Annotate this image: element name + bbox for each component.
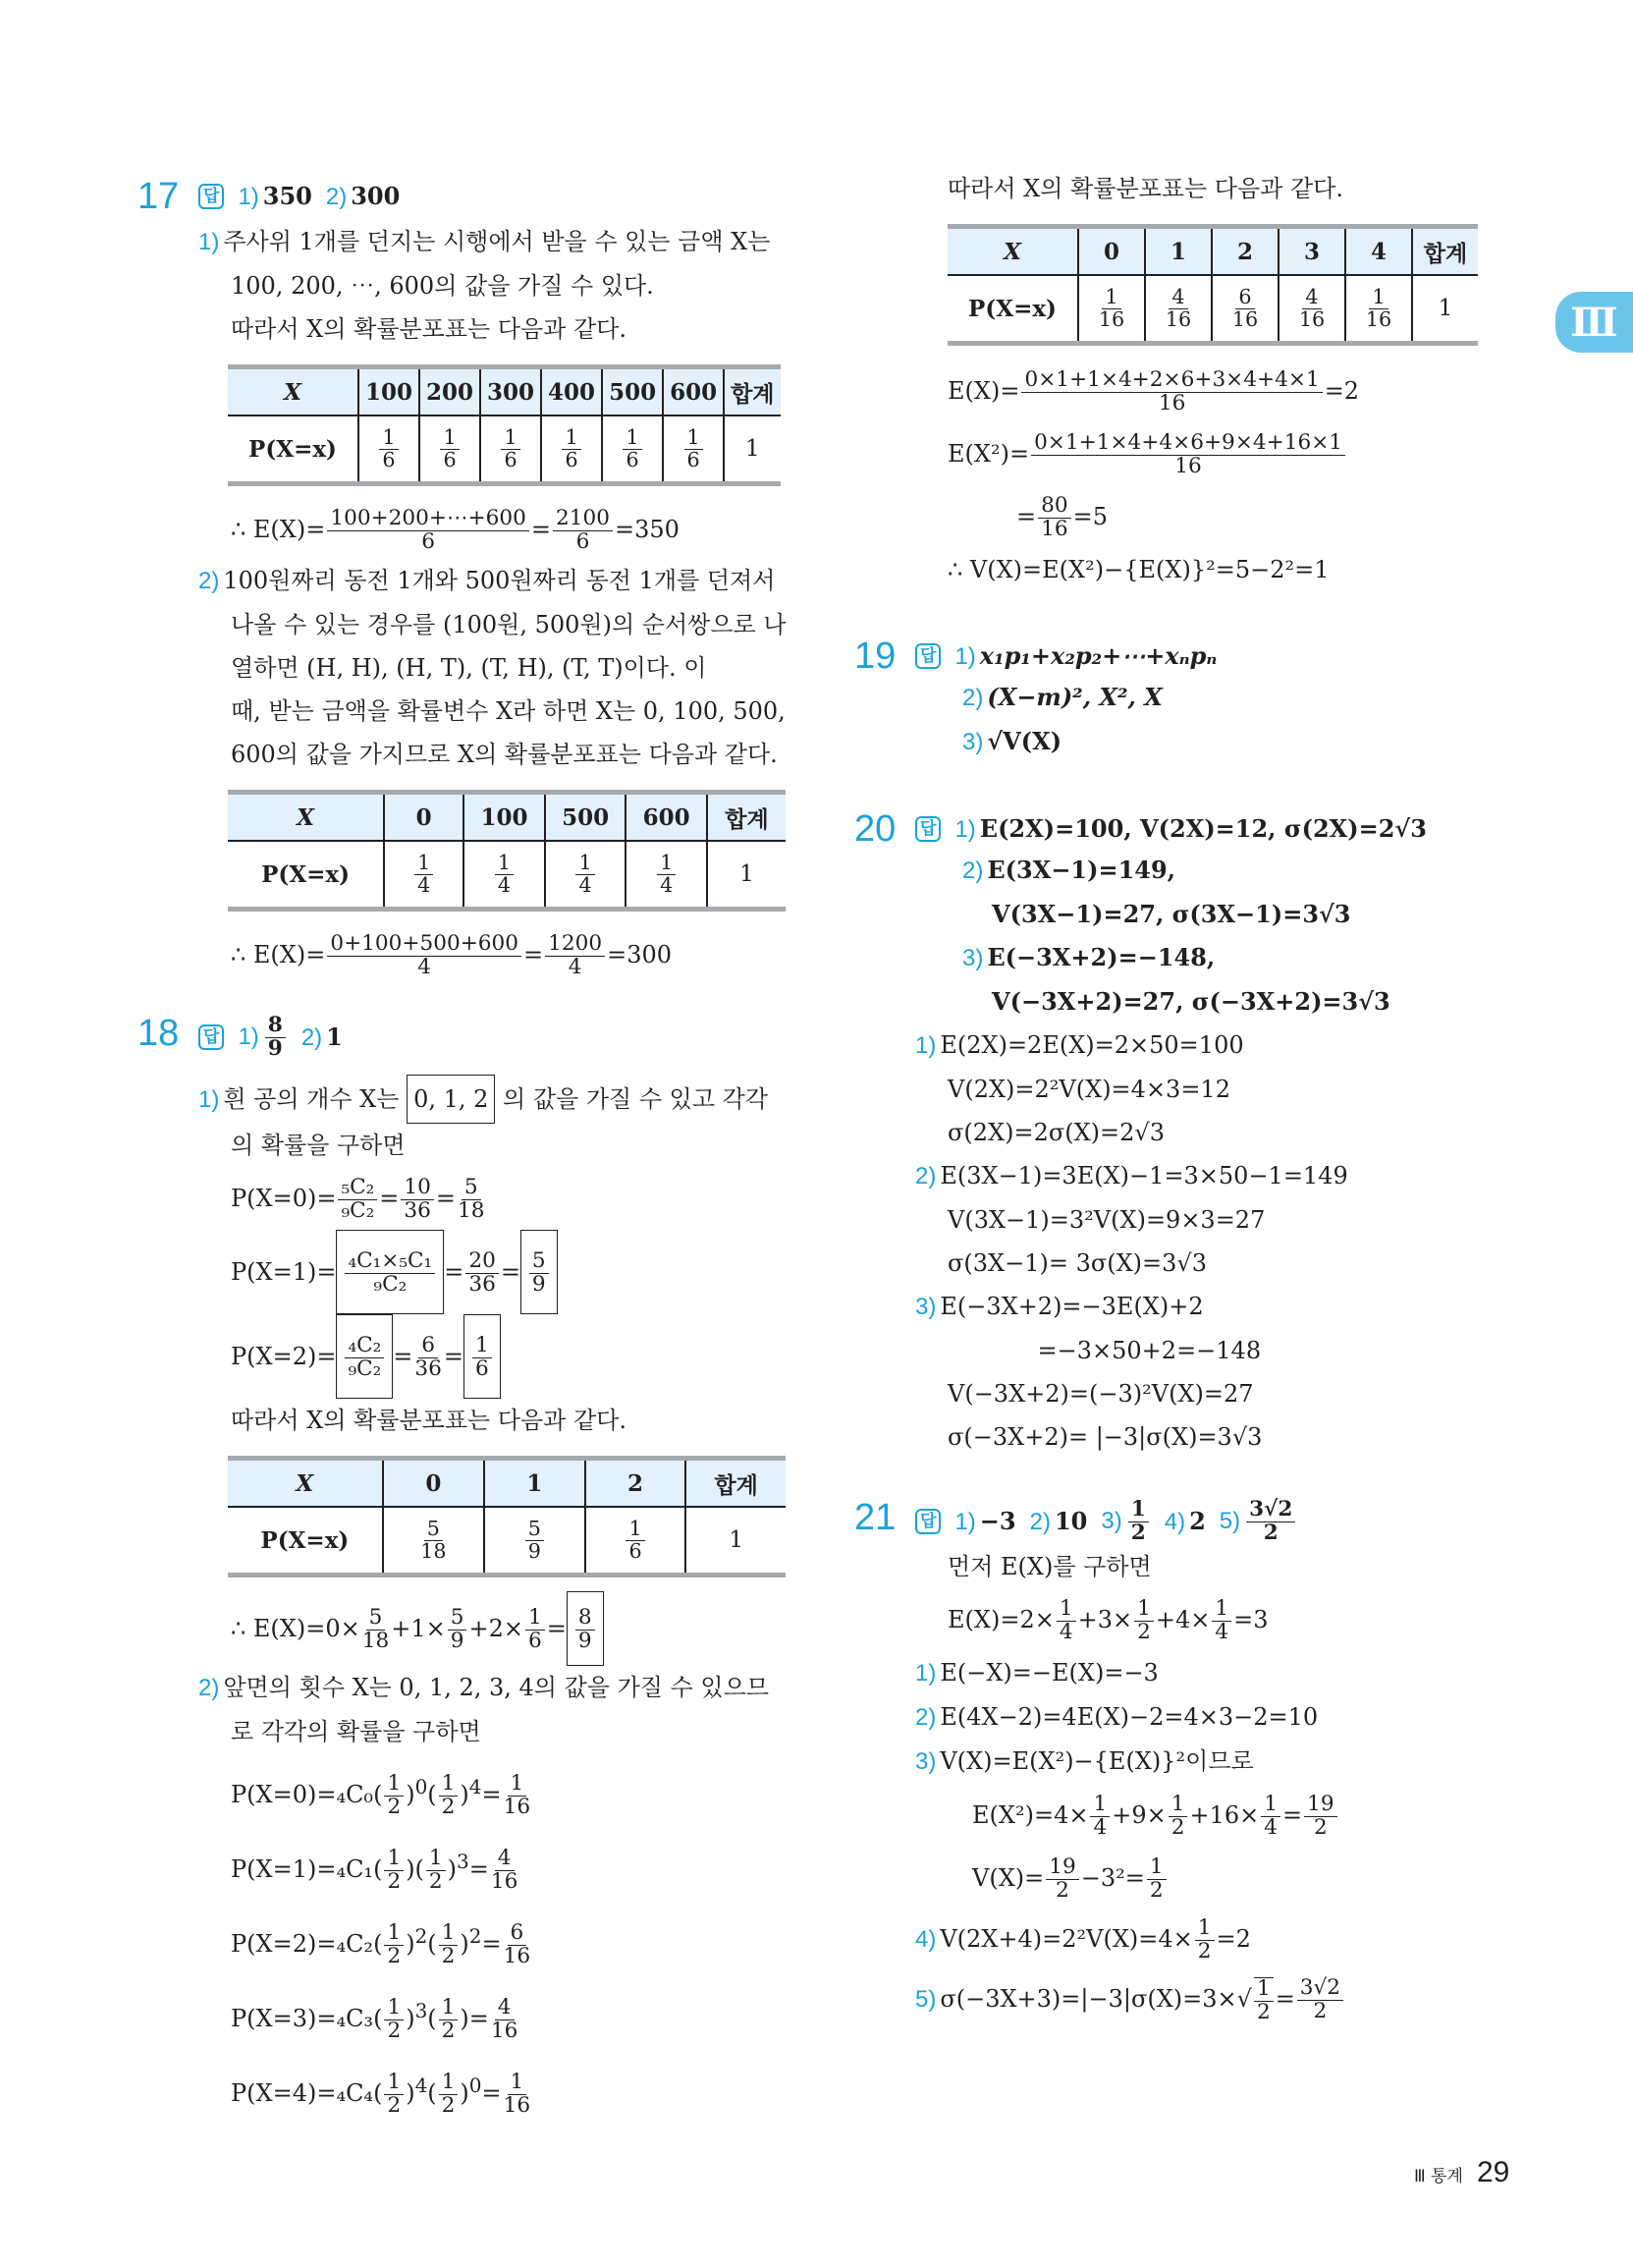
equation: ∴ E(X)= $\frac{0+100+500+600}{4}$ = $\frac{1200}{4}$ =300 xyxy=(231,931,673,979)
table-cell: $\frac{1}{6}$ xyxy=(663,415,724,484)
answer-line: 2) E(3X−1)=149, xyxy=(962,856,1176,884)
table-header: 200 xyxy=(419,367,480,416)
table-cell: $\frac{1}{4}$ xyxy=(545,841,626,910)
solution-line: σ(3X−1)= 3σ(X)=3√3 xyxy=(948,1249,1207,1277)
answer-line xyxy=(198,177,786,216)
problem-number: 17 xyxy=(137,176,180,217)
solution-line: 2) E(4X−2)=4E(X)−2=4×3−2=10 xyxy=(915,1703,1319,1731)
table-cell: $\frac{1}{6}$ xyxy=(541,415,602,484)
table-header: 합계 xyxy=(685,1459,786,1508)
table-cell: $\frac{1}{4}$ xyxy=(626,841,707,910)
table-cell: $\frac{1}{6}$ xyxy=(419,415,480,484)
problem-21 xyxy=(854,1498,1502,2029)
text-line: 먼저 E(X)를 구하면 xyxy=(948,1553,1152,1580)
table-header: 0 xyxy=(1078,227,1145,276)
table-header: X xyxy=(948,227,1078,276)
table-header: 100 xyxy=(358,367,419,416)
solution-line: V(3X−1)=3²V(X)=9×3=27 xyxy=(948,1206,1266,1234)
table-cell: $\frac{1}{16}$ xyxy=(1078,275,1145,344)
solution-line: 2) E(3X−1)=3E(X)−1=3×50−1=149 xyxy=(915,1162,1348,1189)
table-header: 400 xyxy=(541,367,602,416)
step-index: 1) xyxy=(198,229,220,255)
answer-line: 3) √V(X) xyxy=(962,727,1062,755)
solution-line: 4) V(2X+4)=2²V(X)=4× $\frac{1}{2}$ =2 xyxy=(915,1915,1251,1964)
equation: E(X)=2× $\frac{1}{4}$ +3× $\frac{1}{2}$ +4× $\frac{1}{4}$ =3 xyxy=(948,1596,1269,1644)
table-cell: $\frac{1}{6}$ xyxy=(602,415,663,484)
step-index: 2) xyxy=(198,568,220,594)
answer-line: V(3X−1)=27, σ(3X−1)=3√3 xyxy=(992,900,1351,928)
table-header: X xyxy=(228,793,384,842)
probability-table xyxy=(228,790,786,912)
equation: E(X²)=4× $\frac{1}{4}$ +9× $\frac{1}{2}$ +16× $\frac{1}{4}$ = $\frac{19}{2}$ xyxy=(972,1784,1502,1847)
blank-box: 0, 1, 2 xyxy=(407,1075,495,1124)
table-header: 0 xyxy=(384,793,463,842)
problem-17 xyxy=(137,177,786,984)
row-label: P(X=x) xyxy=(948,275,1078,344)
row-label: P(X=x) xyxy=(228,1507,383,1576)
answer-line: 3) E(−3X+2)=−148, xyxy=(962,943,1216,971)
answer-value: 300 xyxy=(351,182,401,210)
solution-line: =−3×50+2=−148 xyxy=(948,1337,1262,1364)
answer-line: V(−3X+2)=27, σ(−3X+2)=3√3 xyxy=(992,987,1390,1016)
table-cell: $\frac{1}{4}$ xyxy=(463,841,545,910)
equation: P(X=4)=₄C₄( $\frac{1}{2}$ )$^4$( $\frac{1}{2}$ )$^0$= $\frac{1}{16}$ xyxy=(231,2070,531,2118)
table-cell: $\frac{4}{16}$ xyxy=(1145,275,1212,344)
answer-badge: 답 xyxy=(915,816,941,842)
table-cell: $\frac{1}{4}$ xyxy=(384,841,463,910)
probability-table xyxy=(948,224,1478,346)
table-header: 2 xyxy=(1212,227,1279,276)
chapter-tab[interactable]: Ⅲ xyxy=(1555,292,1633,353)
equation: P(X=0)= $\frac{\text{₅C₂}}{\text{₉C₂}}$ = $\frac{10}{36}$ = $\frac{5}{18}$ xyxy=(231,1175,485,1223)
table-header: X xyxy=(228,367,358,416)
equation: ∴ E(X)=0× $\frac{5}{18}$ +1× $\frac{5}{9}$ +2× $\frac{1}{6}$ = $\frac{8}{9}$ xyxy=(231,1591,786,1666)
problem-number: 21 xyxy=(854,1497,897,1538)
equation: P(X=1)=₄C₁( $\frac{1}{2}$ )( $\frac{1}{2}$ )$^3$= $\frac{4}{16}$ xyxy=(231,1846,518,1894)
table-header: 100 xyxy=(463,793,545,842)
equation: ∴ V(X)=E(X²)−{E(X)}²=5−2²=1 xyxy=(948,556,1330,583)
table-header: X xyxy=(228,1459,383,1508)
text-line: 로 각각의 확률을 구하면 xyxy=(231,1718,481,1745)
table-header: 4 xyxy=(1345,227,1412,276)
answer-value: 350 xyxy=(262,182,312,210)
text-line: 따라서 X의 확률분포표는 다음과 같다. xyxy=(231,315,626,343)
solution-line: 5) σ(−3X+3)=|−3|σ(X)=3×√ $\frac{1}{2}$ = $\frac{3√2}{2}$ xyxy=(915,1969,1502,2029)
table-cell: 1 xyxy=(1412,275,1478,344)
row-label: P(X=x) xyxy=(228,415,358,484)
problem-19 xyxy=(854,636,1502,764)
right-column xyxy=(854,167,1502,2029)
table-header: 500 xyxy=(602,367,663,416)
answer-line: 답 1) $\frac{8}{9}$ 2) 1 xyxy=(198,1014,786,1061)
answer-index: 1) xyxy=(238,184,259,210)
text-line: 600의 값을 가지므로 X의 확률분포표는 다음과 같다. xyxy=(231,741,778,768)
problem-18 xyxy=(137,1014,786,2127)
equation: P(X=3)=₄C₃( $\frac{1}{2}$ )$^3$( $\frac{1}{2}$ )= $\frac{4}{16}$ xyxy=(231,1995,518,2043)
table-cell: $\frac{4}{16}$ xyxy=(1279,275,1345,344)
text-line: 따라서 X의 확률분포표는 다음과 같다. xyxy=(231,1407,626,1434)
table-header: 합계 xyxy=(707,793,786,842)
solution-line: σ(2X)=2σ(X)=2√3 xyxy=(948,1119,1165,1146)
solution-line: 1) E(−X)=−E(X)=−3 xyxy=(915,1659,1159,1687)
section-label: Ⅲ 통계 xyxy=(1414,2167,1463,2186)
table-header: 0 xyxy=(383,1459,484,1508)
row-label: P(X=x) xyxy=(228,841,384,910)
table-cell: $\frac{1}{6}$ xyxy=(358,415,419,484)
table-cell: $\frac{1}{6}$ xyxy=(585,1507,686,1576)
table-header: 3 xyxy=(1279,227,1345,276)
equation: E(X)= $\frac{0\times 1+1\times 4+2\times 6+3\times 4+4\times 1}{16}$ =2 xyxy=(948,367,1360,415)
equation: P(X=2)= $\frac{\text{₄C₂}}{\text{₉C₂}}$ = $\frac{6}{36}$ = $\frac{1}{6}$ xyxy=(231,1314,786,1399)
solution-line: 3) E(−3X+2)=−3E(X)+2 xyxy=(915,1293,1204,1320)
problem-number: 18 xyxy=(137,1013,180,1054)
text-line: 나올 수 있는 경우를 (100원, 500원)의 순서쌍으로 나 xyxy=(231,611,787,638)
probability-table xyxy=(228,364,781,486)
problem-number: 19 xyxy=(854,636,897,677)
text-line: 주사위 1개를 던지는 시행에서 받을 수 있는 금액 X는 xyxy=(223,228,771,255)
table-cell: 1 xyxy=(724,415,780,484)
solution-line: V(2X)=2²V(X)=4×3=12 xyxy=(948,1076,1230,1103)
table-header: 1 xyxy=(484,1459,585,1508)
solution-line: 1) E(2X)=2E(X)=2×50=100 xyxy=(915,1031,1244,1059)
table-cell: $\frac{6}{16}$ xyxy=(1212,275,1279,344)
equation: P(X=2)=₄C₂( $\frac{1}{2}$ )$^2$( $\frac{1}{2}$ )$^2$= $\frac{6}{16}$ xyxy=(231,1920,531,1968)
text-line: 1) 흰 공의 개수 X는 0, 1, 2 의 값을 가질 수 있고 각각 xyxy=(198,1075,786,1124)
text-line: 따라서 X의 확률분포표는 다음과 같다. xyxy=(948,175,1343,202)
equation: E(X²)= $\frac{0\times 1+1\times 4+4\times 6+9\times 4+16\times 1}{16}$ xyxy=(948,422,1502,485)
answer-line: 답 1) −3 2) 10 3) $\frac{1}{2}$ 4) 2 5) $\frac{3√2}{2}$ xyxy=(915,1498,1502,1545)
answer-line: 답 1) x₁p₁+x₂p₂+⋯+xₙpₙ xyxy=(915,636,1502,676)
text-line: 때, 받는 금액을 확률변수 X라 하면 X는 0, 100, 500, xyxy=(231,697,786,725)
answer-badge: 답 xyxy=(198,1024,224,1050)
table-header: 합계 xyxy=(724,367,780,416)
equation: P(X=1)= $\frac{\text{₄C₁×₅C₁}}{\text{₉C₂}}$ = $\frac{20}{36}$ = $\frac{5}{9}$ xyxy=(231,1230,786,1314)
answer-line: 2) (X−m)², X², X xyxy=(962,683,1163,711)
text-line: 의 확률을 구하면 xyxy=(231,1132,406,1159)
equation: P(X=0)=₄C₀( $\frac{1}{2}$ )$^0$( $\frac{1}{2}$ )$^4$= $\frac{1}{16}$ xyxy=(231,1771,531,1819)
table-header: 1 xyxy=(1145,227,1212,276)
text-line: 100, 200, ⋯, 600의 값을 가질 수 있다. xyxy=(231,272,654,300)
left-column xyxy=(137,177,786,2127)
answer-index: 2) xyxy=(325,184,348,210)
table-header: 2 xyxy=(585,1459,686,1508)
table-header: 300 xyxy=(480,367,541,416)
table-cell: 1 xyxy=(707,841,786,910)
table-header: 600 xyxy=(626,793,707,842)
equation: = $\frac{80}{16}$ =5 xyxy=(1016,493,1108,541)
problem-number: 20 xyxy=(854,808,897,850)
text-line: 100원짜리 동전 1개와 500원짜리 동전 1개를 던져서 xyxy=(223,567,776,594)
table-cell: $\frac{5}{9}$ xyxy=(484,1507,585,1576)
answer-badge: 답 xyxy=(915,1509,941,1534)
problem-20 xyxy=(854,809,1502,1459)
table-cell: 1 xyxy=(685,1507,786,1576)
page-footer xyxy=(1414,2156,1509,2189)
answer-badge: 답 xyxy=(915,643,941,669)
answer-badge: 답 xyxy=(198,184,224,209)
table-header: 500 xyxy=(545,793,626,842)
text-line: 열하면 (H, H), (H, T), (T, H), (T, T)이다. 이 xyxy=(231,654,707,682)
solution-line: V(−3X+2)=(−3)²V(X)=27 xyxy=(948,1380,1254,1408)
solution-line: σ(−3X+2)= |−3|σ(X)=3√3 xyxy=(948,1423,1263,1451)
text-line: 2) 앞면의 횟수 X는 0, 1, 2, 3, 4의 값을 가질 수 있으므 xyxy=(198,1674,769,1701)
solution-line: 3) V(X)=E(X²)−{E(X)}²이므로 xyxy=(915,1747,1254,1775)
table-header: 600 xyxy=(663,367,724,416)
answer-line: 답 1) E(2X)=100, V(2X)=12, σ(2X)=2√3 xyxy=(915,809,1502,849)
equation: V(X)= $\frac{19}{2}$ −3²= $\frac{1}{2}$ xyxy=(972,1847,1502,1909)
table-cell: $\frac{1}{6}$ xyxy=(480,415,541,484)
equation: ∴ E(X)= $\frac{100+200+\cdots+600}{6}$ = $\frac{2100}{6}$ =350 xyxy=(231,506,680,554)
probability-table xyxy=(228,1456,786,1577)
page-number: 29 xyxy=(1476,2156,1510,2188)
table-header: 합계 xyxy=(1412,227,1478,276)
table-cell: $\frac{5}{18}$ xyxy=(383,1507,484,1576)
table-cell: $\frac{1}{16}$ xyxy=(1345,275,1412,344)
